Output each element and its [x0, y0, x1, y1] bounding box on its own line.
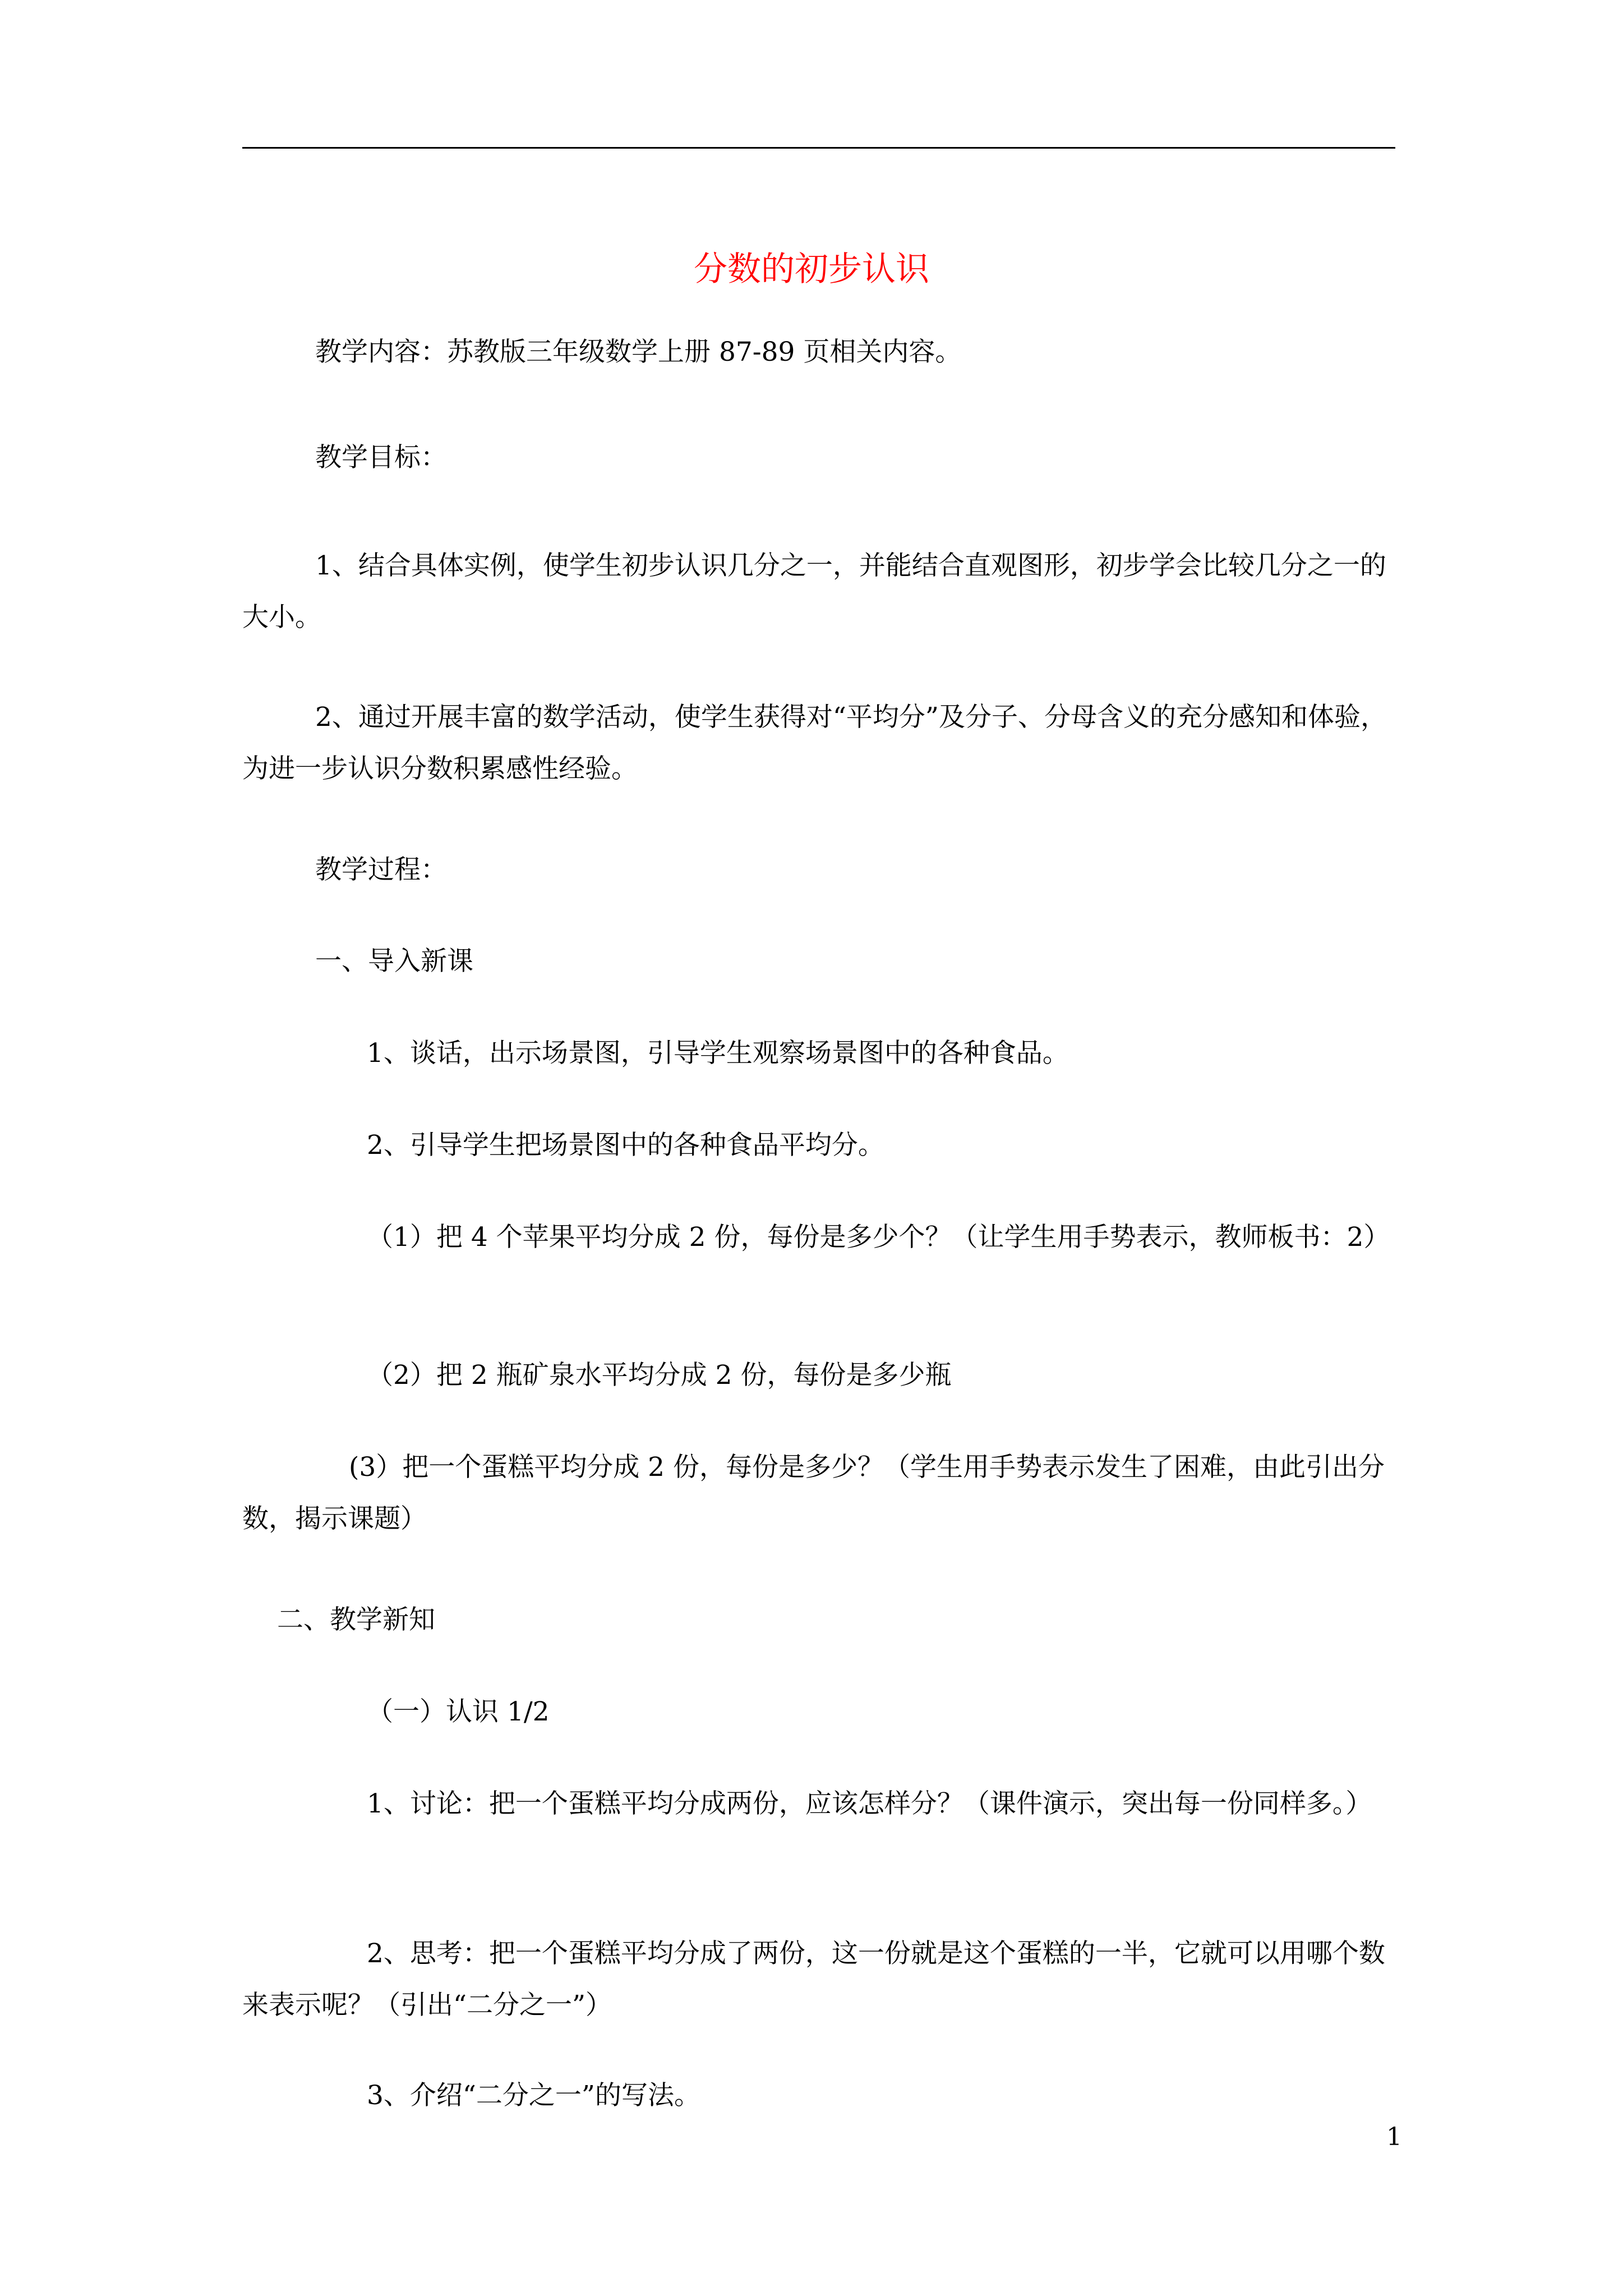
- paragraph-objectives-heading: 教学目标：: [315, 442, 447, 473]
- page-number: 1: [1386, 2123, 1402, 2151]
- header-rule: [242, 147, 1395, 149]
- paragraph-item-3: (3）把一个蛋糕平均分成 2 份，每份是多少？（学生用手势表示发生了困难，由此引出分数，揭示课题）: [242, 1452, 1385, 1534]
- paragraph-step-1: 1、谈话，出示场景图，引导学生观察场景图中的各种食品。: [367, 1038, 1069, 1069]
- paragraph-content: 教学内容：苏教版三年级数学上册 87-89 页相关内容。: [315, 337, 962, 367]
- paragraph-item-1: （1）把 4 个苹果平均分成 2 份，每份是多少个？（让学生用手势表示，教师板书：2）: [367, 1222, 1390, 1253]
- document-title: 分数的初步认识: [694, 250, 929, 289]
- section-heading-1: 一、导入新课: [315, 946, 473, 977]
- paragraph-objective-1: 1、结合具体实例，使学生初步认识几分之一，并能结合直观图形，初步学会比较几分之一的大小。: [242, 550, 1386, 633]
- paragraph-process-heading: 教学过程：: [315, 854, 447, 885]
- paragraph-writing: 3、介绍“二分之一”的写法。: [367, 2080, 700, 2111]
- paragraph-objective-2: 2、通过开展丰富的数学活动，使学生获得对“平均分”及分子、分母含义的充分感知和体验，为进一步认识分数积累感性经验。: [242, 702, 1387, 784]
- subsection-heading: （一）认识 1/2: [367, 1696, 550, 1727]
- paragraph-thinking: 2、思考：把一个蛋糕平均分成了两份，这一份就是这个蛋糕的一半，它就可以用哪个数来表示呢？（引出“二分之一”）: [242, 1938, 1385, 2021]
- paragraph-discussion: 1、讨论：把一个蛋糕平均分成两份，应该怎样分？（课件演示，突出每一份同样多。）: [367, 1788, 1372, 1819]
- paragraph-step-2: 2、引导学生把场景图中的各种食品平均分。: [367, 1130, 884, 1161]
- paragraph-item-2: （2）把 2 瓶矿泉水平均分成 2 份，每份是多少瓶: [367, 1360, 952, 1391]
- section-heading-2: 二、教学新知: [277, 1604, 435, 1635]
